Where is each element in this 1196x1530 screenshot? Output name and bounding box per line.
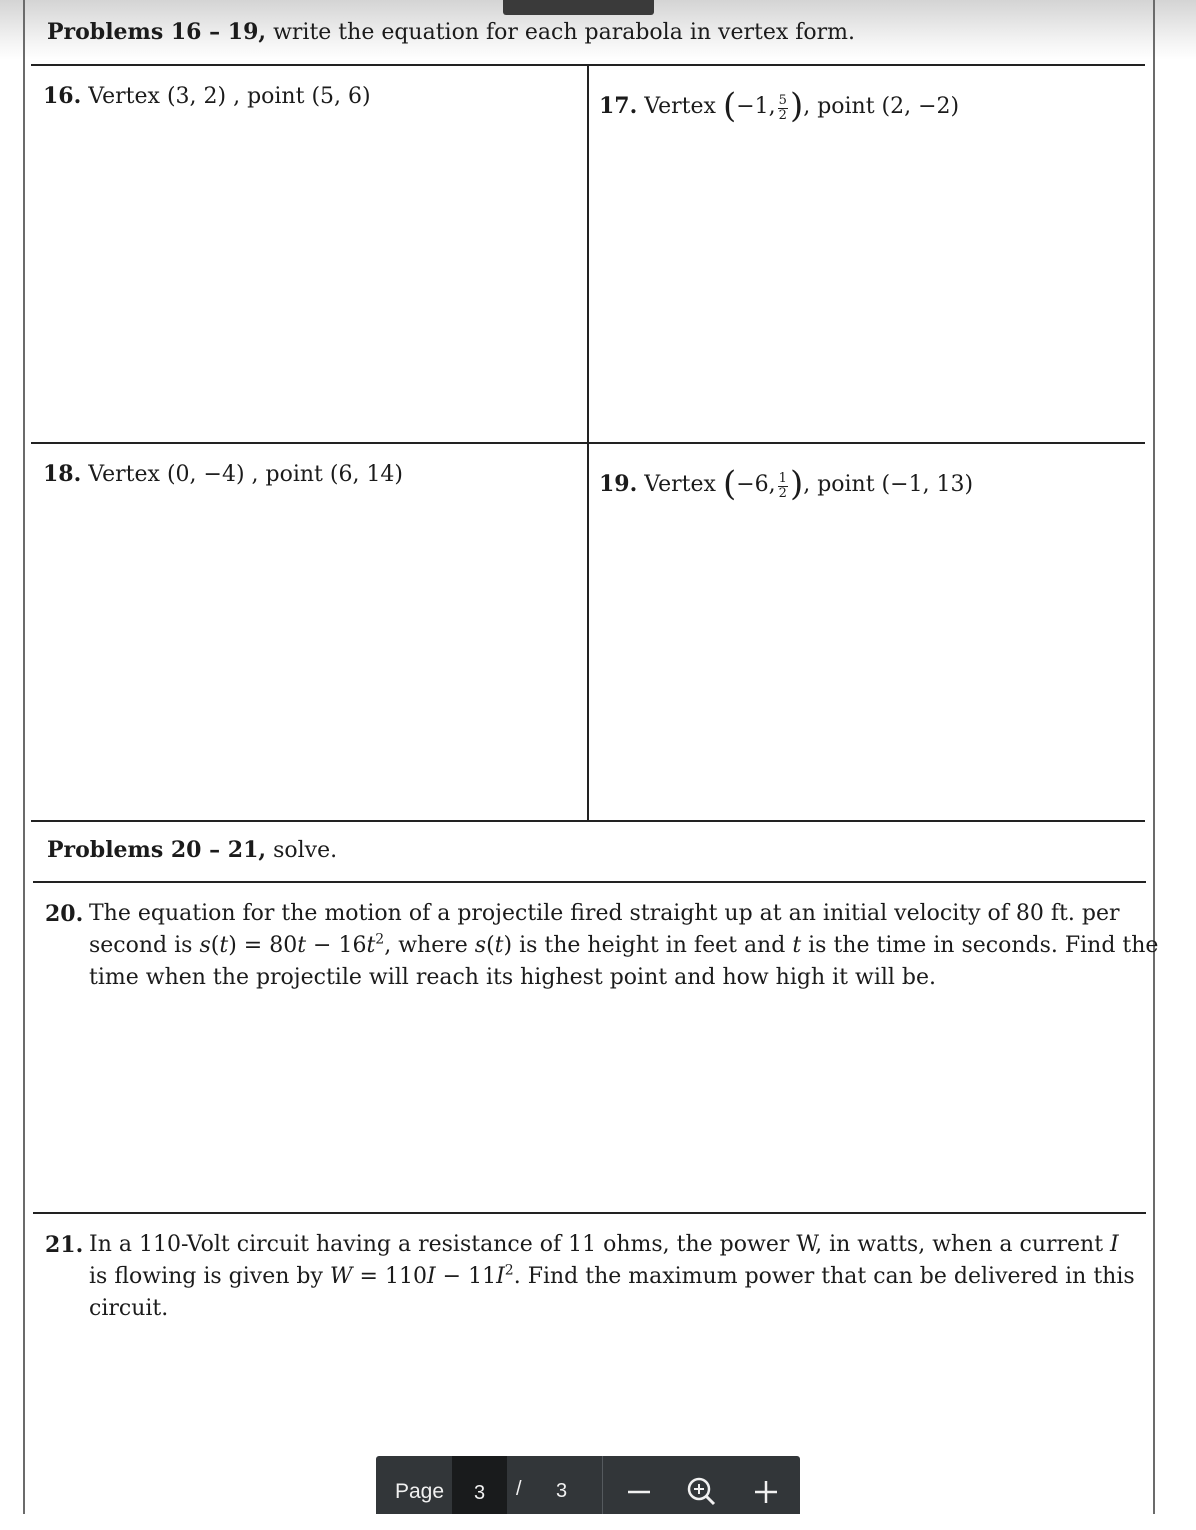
- problem-18-text: Vertex (0, −4) , point (6, 14): [88, 462, 404, 487]
- section-heading-1: [47, 16, 855, 49]
- minus-icon: [620, 1470, 660, 1510]
- toolbar-divider: [602, 1456, 603, 1514]
- grid-line-vertical: [587, 64, 589, 822]
- zoom-icon: [681, 1470, 721, 1510]
- problem-18: [43, 458, 403, 491]
- problem-19: [599, 464, 974, 504]
- page-separator: /: [516, 1478, 522, 1500]
- viewer-top-tab: [503, 0, 654, 15]
- problem-17-pre: Vertex: [644, 94, 723, 119]
- problem-21-divider: [33, 1212, 1146, 1214]
- problem-18-number: 18.: [43, 461, 82, 487]
- problem-21-line-2: is flowing is given by $W = 110I - 11I^2$. Find the maximum power that can be delivered in this: [89, 1262, 1135, 1289]
- problem-17-post: , point (2, −2): [803, 94, 960, 119]
- section-heading-2-rest: solve.: [266, 838, 338, 863]
- fit-zoom-button[interactable]: [681, 1470, 721, 1510]
- section-heading-2: [47, 834, 337, 867]
- problem-19-first: −6,: [736, 472, 776, 497]
- problem-19-paren-open: (: [722, 464, 737, 504]
- section-heading-2-bold: Problems 20 – 21,: [47, 837, 267, 863]
- page-border-right: [1153, 0, 1155, 1514]
- problem-20: [45, 898, 1158, 994]
- problem-16-text: Vertex (3, 2) , point (5, 6): [88, 84, 371, 109]
- plus-icon: [746, 1470, 786, 1510]
- problem-17-frac-den: 2: [778, 108, 787, 123]
- problem-21: [45, 1229, 1135, 1325]
- problem-19-paren-close: ): [789, 464, 804, 504]
- problem-19-frac-den: 2: [778, 486, 787, 501]
- problem-19-frac-num: 1: [778, 471, 787, 486]
- problem-20-line-3: time when the projectile will reach its highest point and how high it will be.: [89, 965, 937, 990]
- problem-17-first: −1,: [736, 94, 776, 119]
- problem-21-line-1: In a 110-Volt circuit having a resistance of 11 ohms, the power W, in watts, when a current I: [89, 1232, 1119, 1257]
- problem-17-frac-num: 5: [778, 93, 787, 108]
- problem-16-number: 16.: [43, 83, 82, 109]
- section-heading-1-bold: Problems 16 – 19,: [47, 19, 267, 45]
- problem-17-paren-open: (: [722, 86, 737, 126]
- problem-19-fraction: [778, 472, 788, 501]
- problem-16: [43, 80, 371, 113]
- problem-21-line-3: circuit.: [89, 1296, 169, 1321]
- total-pages: 3: [556, 1480, 568, 1502]
- problem-17-fraction: [778, 94, 788, 123]
- section-2-divider: [33, 881, 1146, 883]
- problem-20-line-2: second is $s(t) = 80t - 16t^2$, where s(t) is the height in feet and t is the time in seconds. Find the: [89, 931, 1159, 958]
- section-heading-1-rest: write the equation for each parabola in vertex form.: [266, 20, 856, 45]
- problem-19-pre: Vertex: [644, 472, 723, 497]
- pdf-page-toolbar: [376, 1456, 800, 1514]
- problem-19-post: , point (−1, 13): [803, 472, 974, 497]
- zoom-in-button[interactable]: [746, 1470, 786, 1510]
- problem-17-number: 17.: [599, 93, 638, 119]
- zoom-out-button[interactable]: [620, 1470, 660, 1510]
- page-label: Page: [395, 1480, 445, 1503]
- problem-17: [599, 86, 960, 126]
- current-page-input[interactable]: 3: [452, 1456, 507, 1514]
- problem-21-number: 21.: [45, 1232, 84, 1258]
- problem-17-paren-close: ): [789, 86, 804, 126]
- page-border-left: [23, 0, 25, 1514]
- problem-20-number: 20.: [45, 901, 84, 927]
- problem-19-number: 19.: [599, 471, 638, 497]
- problem-20-line-1: The equation for the motion of a projectile fired straight up at an initial velocity of 80 ft. per: [89, 901, 1120, 926]
